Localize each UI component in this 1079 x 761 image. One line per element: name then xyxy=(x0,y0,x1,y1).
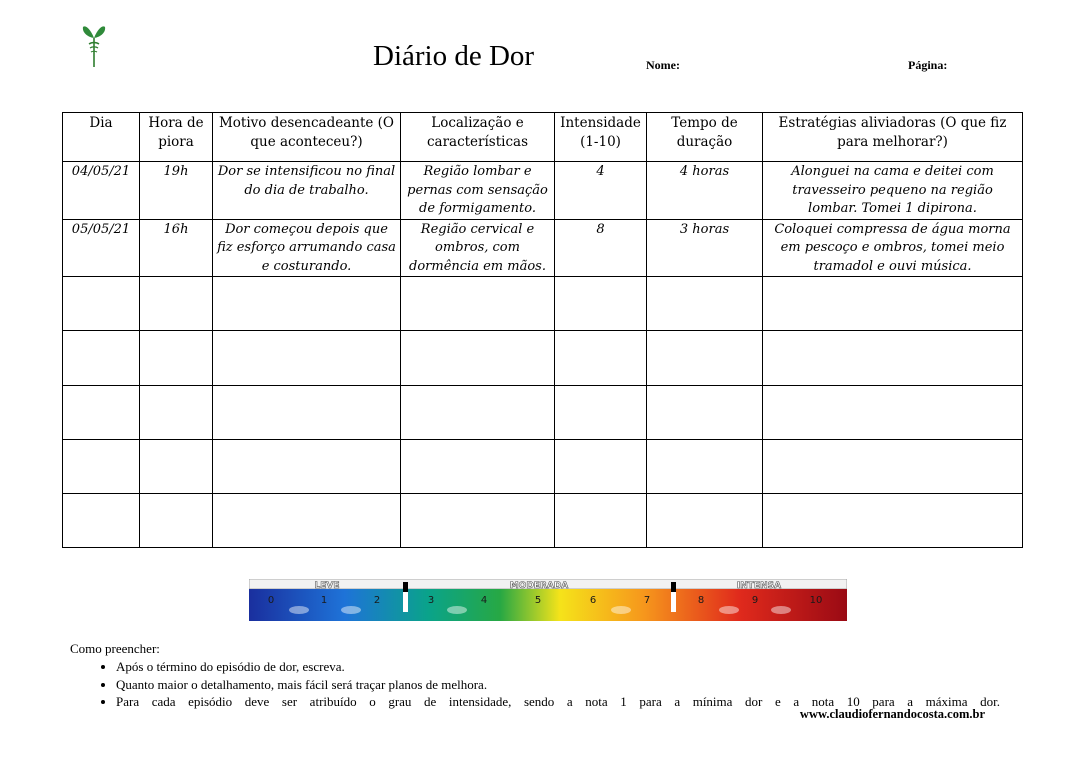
cell-trigger[interactable]: Dor se intensificou no final do dia de trabalho. xyxy=(213,162,401,220)
scale-number-7: 7 xyxy=(643,595,651,606)
cell-intensity[interactable] xyxy=(555,385,647,439)
scale-number-0: 0 xyxy=(267,595,275,606)
cell-intensity[interactable] xyxy=(555,439,647,493)
column-header-duration: Tempo de duração xyxy=(647,113,763,162)
scale-label-mild: LEVE xyxy=(314,581,340,591)
column-header-relief: Estratégias aliviadoras (O que fiz para melhorar?) xyxy=(763,113,1023,162)
page-field-label: Página: xyxy=(908,58,948,72)
cell-hour[interactable]: 16h xyxy=(140,219,213,277)
cell-duration[interactable] xyxy=(647,277,763,331)
cell-intensity[interactable] xyxy=(555,277,647,331)
cell-relief[interactable] xyxy=(763,331,1023,385)
cell-hour[interactable] xyxy=(140,439,213,493)
cell-hour[interactable] xyxy=(140,493,213,547)
scale-number-5: 5 xyxy=(534,595,542,606)
cell-trigger[interactable] xyxy=(213,277,401,331)
cell-location[interactable]: Região cervical e ombros, com dormência em mãos. xyxy=(401,219,555,277)
cell-trigger[interactable] xyxy=(213,331,401,385)
instructions-title: Como preencher: xyxy=(70,641,160,656)
cell-location[interactable]: Região lombar e pernas com sensação de formigamento. xyxy=(401,162,555,220)
scale-number-6: 6 xyxy=(589,595,597,606)
cell-duration[interactable]: 4 horas xyxy=(647,162,763,220)
instructions-list xyxy=(70,658,1000,711)
cell-duration[interactable] xyxy=(647,385,763,439)
scale-number-4: 4 xyxy=(480,595,488,606)
table-header-row xyxy=(63,113,1023,162)
cell-location[interactable] xyxy=(401,331,555,385)
cell-day[interactable]: 04/05/21 xyxy=(63,162,140,220)
cell-day[interactable] xyxy=(63,331,140,385)
cell-trigger[interactable] xyxy=(213,493,401,547)
cell-relief[interactable]: Alonguei na cama e deitei com travesseiro pequeno na região lombar. Tomei 1 dipirona. xyxy=(763,162,1023,220)
intense-face-icon xyxy=(771,606,791,614)
pain-diary-table xyxy=(62,112,1023,548)
scale-label-moderate: MODERADA xyxy=(509,581,569,591)
cell-intensity[interactable] xyxy=(555,493,647,547)
cell-day[interactable] xyxy=(63,277,140,331)
table-row xyxy=(63,493,1023,547)
cell-location[interactable] xyxy=(401,439,555,493)
cell-location[interactable] xyxy=(401,385,555,439)
cell-day[interactable] xyxy=(63,385,140,439)
table-row xyxy=(63,385,1023,439)
instruction-item: • Para cada episódio deve ser atribuído o grau de intensidade, sendo a nota 1 para a mínima dor e a nota 10 para a máxima dor. xyxy=(116,693,1000,711)
page-title: Diário de Dor xyxy=(373,40,535,72)
cell-intensity[interactable] xyxy=(555,331,647,385)
mild-face-icon xyxy=(341,606,361,614)
column-header-location: Localização e características xyxy=(401,113,555,162)
scale-number-10: 10 xyxy=(809,595,823,606)
website-url: www.claudiofernandocosta.com.br xyxy=(799,707,985,721)
cell-intensity[interactable]: 4 xyxy=(555,162,647,220)
moderate-face-icon xyxy=(447,606,467,614)
table-row xyxy=(63,162,1023,220)
cell-hour[interactable] xyxy=(140,331,213,385)
cell-trigger[interactable] xyxy=(213,385,401,439)
cell-relief[interactable] xyxy=(763,439,1023,493)
instruction-item: • Após o término do episódio de dor, escreva. xyxy=(116,658,1000,676)
table-row xyxy=(63,277,1023,331)
cell-day[interactable]: 05/05/21 xyxy=(63,219,140,277)
scale-number-8: 8 xyxy=(697,595,705,606)
cell-duration[interactable]: 3 horas xyxy=(647,219,763,277)
scale-number-2: 2 xyxy=(373,595,381,606)
name-field-label: Nome: xyxy=(646,58,680,72)
column-header-intensity: Intensidade (1-10) xyxy=(555,113,647,162)
table-row xyxy=(63,219,1023,277)
cell-duration[interactable] xyxy=(647,439,763,493)
intense-face-icon xyxy=(719,606,739,614)
cell-relief[interactable] xyxy=(763,493,1023,547)
moderate-face-icon xyxy=(611,606,631,614)
cell-duration[interactable] xyxy=(647,331,763,385)
cell-relief[interactable] xyxy=(763,385,1023,439)
cell-location[interactable] xyxy=(401,493,555,547)
table-row xyxy=(63,331,1023,385)
column-header-day: Dia xyxy=(63,113,140,162)
scale-number-1: 1 xyxy=(320,595,328,606)
instructions xyxy=(70,641,1000,711)
logo-icon xyxy=(80,24,108,68)
cell-duration[interactable] xyxy=(647,493,763,547)
mild-face-icon xyxy=(289,606,309,614)
cell-hour[interactable]: 19h xyxy=(140,162,213,220)
cell-hour[interactable] xyxy=(140,385,213,439)
scale-number-3: 3 xyxy=(427,595,435,606)
instruction-item: • Quanto maior o detalhamento, mais fácil será traçar planos de melhora. xyxy=(116,676,1000,694)
table-row xyxy=(63,439,1023,493)
cell-trigger[interactable]: Dor começou depois que fiz esforço arrumando casa e costurando. xyxy=(213,219,401,277)
cell-intensity[interactable]: 8 xyxy=(555,219,647,277)
cell-location[interactable] xyxy=(401,277,555,331)
pain-intensity-scale xyxy=(249,579,847,621)
cell-day[interactable] xyxy=(63,493,140,547)
cell-relief[interactable] xyxy=(763,277,1023,331)
cell-trigger[interactable] xyxy=(213,439,401,493)
column-header-hour: Hora de piora xyxy=(140,113,213,162)
cell-relief[interactable]: Coloquei compressa de água morna em pescoço e ombros, tomei meio tramadol e ouvi música. xyxy=(763,219,1023,277)
column-header-trigger: Motivo desencadeante (O que aconteceu?) xyxy=(213,113,401,162)
cell-day[interactable] xyxy=(63,439,140,493)
scale-number-9: 9 xyxy=(751,595,759,606)
cell-hour[interactable] xyxy=(140,277,213,331)
scale-label-intense: INTENSA xyxy=(736,581,782,591)
